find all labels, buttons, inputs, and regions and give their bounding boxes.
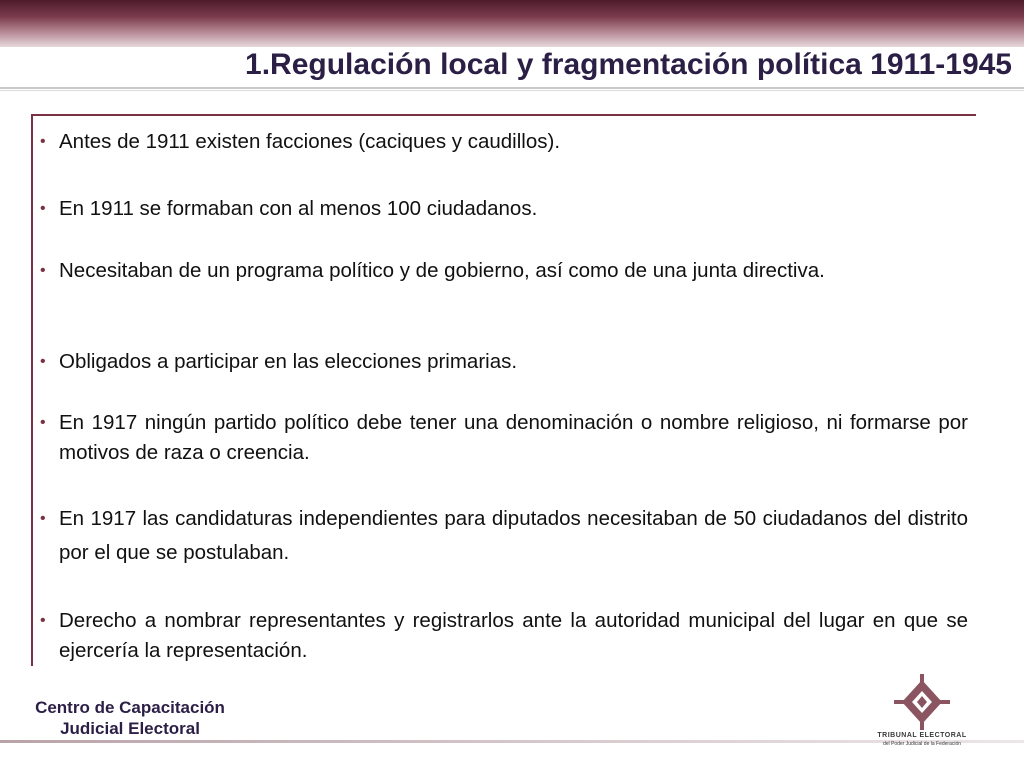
bullet-dot-icon: • [40, 353, 46, 370]
list-item [40, 194, 968, 224]
bullet-dot-icon: • [40, 200, 46, 217]
content-frame-top [31, 114, 976, 116]
list-item [40, 347, 968, 377]
logo-subtitle: del Poder Judicial de la Federación [882, 741, 962, 747]
title-divider [0, 90, 1024, 91]
list-item [40, 408, 968, 468]
bullet-dot-icon: • [40, 133, 46, 150]
bullet-text: Obligados a participar en las elecciones primarias. [59, 350, 518, 373]
slide-title: 1.Regulación local y fragmentación política 1911-1945 [245, 48, 1012, 81]
bullet-dot-icon: • [40, 262, 46, 279]
content-frame-left [31, 114, 33, 666]
footer-organization [10, 697, 250, 739]
footer-org-line2: Judicial Electoral [60, 719, 200, 738]
bullet-text: Necesitaban de un programa político y de gobierno, así como de una junta directiva. [59, 259, 825, 282]
bullet-text: En 1917 ningún partido político debe tener una denominación o nombre religioso, ni formarse por motivos de raza o creencia. [59, 411, 968, 464]
header-band [0, 0, 1024, 47]
list-item [40, 502, 968, 570]
tribunal-logo-icon [862, 672, 982, 732]
bullet-text: Derecho a nombrar representantes y registrarlos ante la autoridad municipal del lugar en que se ejercería la representación. [59, 609, 968, 662]
footer-org-line1: Centro de Capacitación [35, 698, 225, 717]
list-item [40, 127, 968, 157]
bullet-dot-icon: • [40, 414, 46, 431]
bullet-dot-icon: • [40, 510, 46, 527]
list-item [40, 256, 968, 286]
list-item [40, 606, 968, 666]
title-bar [0, 47, 1024, 89]
bullet-text: En 1917 las candidaturas independientes para diputados necesitaban de 50 ciudadanos del distrito por el que se postulaban. [59, 507, 968, 564]
bullet-text: En 1911 se formaban con al menos 100 ciudadanos. [59, 197, 538, 220]
logo-name: TRIBUNAL ELECTORAL [877, 732, 967, 739]
tribunal-electoral-logo [862, 672, 982, 752]
bullet-text: Antes de 1911 existen facciones (caciques y caudillos). [59, 130, 561, 153]
bullet-dot-icon: • [40, 612, 46, 629]
